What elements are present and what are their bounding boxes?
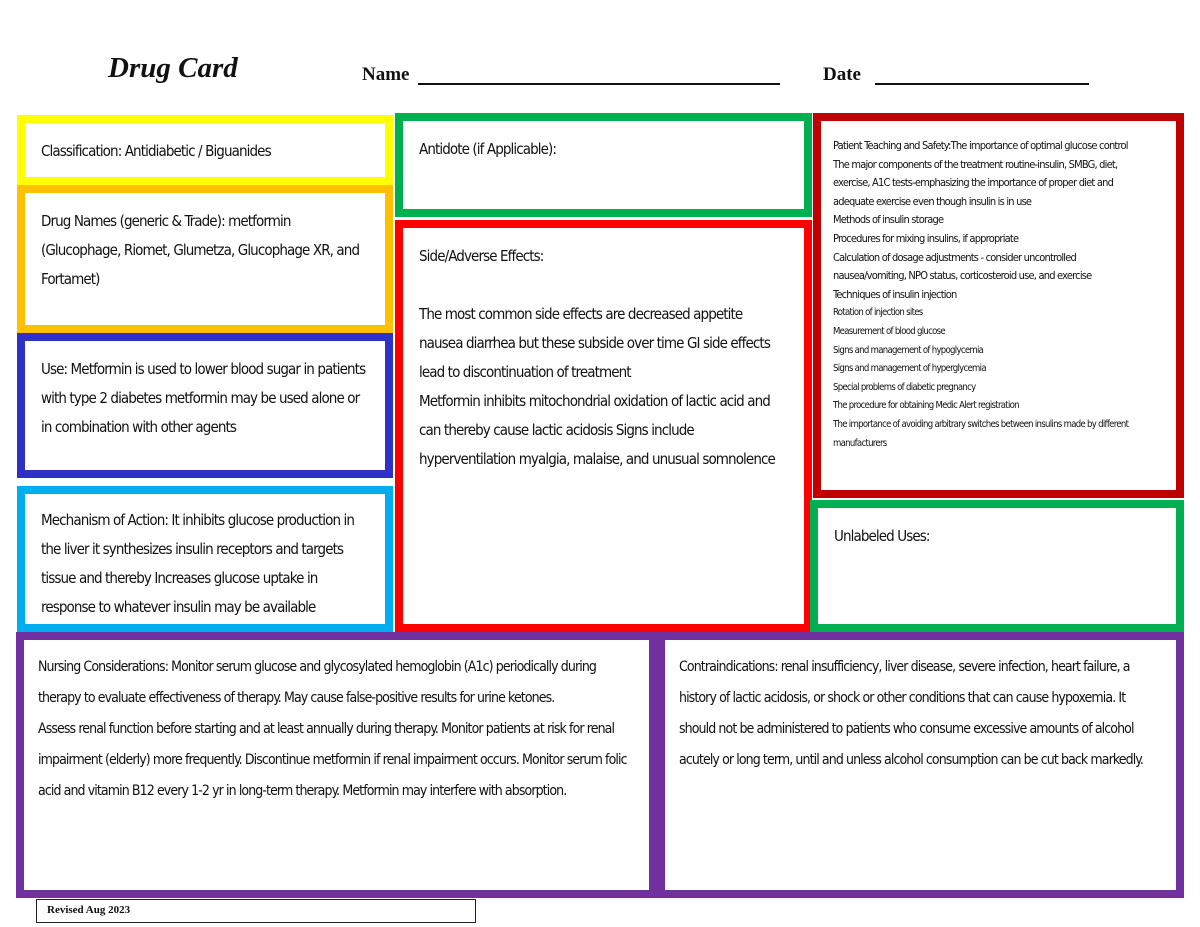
classification-text: Classification: Antidiabetic / Biguanides xyxy=(41,142,271,160)
mechanism-box xyxy=(17,486,393,632)
teaching-line: adequate exercise even though insulin is in use xyxy=(833,194,1032,208)
teaching-line: Measurement of blood glucose xyxy=(833,325,945,337)
antidote-box xyxy=(395,113,812,217)
classification-box xyxy=(17,115,393,185)
teaching-line: Signs and management of hyperglycemia xyxy=(833,363,986,375)
teaching-line: The importance of avoiding arbitrary switches between insulins made by different xyxy=(833,418,1129,430)
teaching-line: The major components of the treatment routine-insulin, SMBG, diet, xyxy=(833,157,1118,171)
teaching-line: The procedure for obtaining Medic Alert registration xyxy=(833,400,1019,412)
teaching-line: Special problems of diabetic pregnancy xyxy=(833,381,976,393)
mechanism-text: Mechanism of Action: It inhibits glucose production in the liver it synthesizes insulin receptors and targets tissue and thereby Increases glucose uptake in response to whatever insulin may be available xyxy=(41,511,354,616)
teaching-line: Procedures for mixing insulins, if appropriate xyxy=(833,231,1019,245)
name-field-line[interactable] xyxy=(418,83,780,85)
revised-date: Revised Aug 2023 xyxy=(36,899,476,923)
teaching-line: Techniques of insulin injection xyxy=(833,287,957,301)
name-label: Name xyxy=(362,64,410,85)
teaching-line: Calculation of dosage adjustments - consider uncontrolled xyxy=(833,250,1077,264)
contraindications-box xyxy=(657,632,1184,898)
page-title: Drug Card xyxy=(108,52,238,84)
teaching-line: Methods of insulin storage xyxy=(833,213,944,227)
drug-names-text: Drug Names (generic & Trade): metformin (Glucophage, Riomet, Glumetza, Glucophage XR, and Fortamet) xyxy=(41,212,360,288)
antidote-text: Antidote (if Applicable): xyxy=(419,140,557,158)
side-effects-text: Side/Adverse Effects: The most common side effects are decreased appetite nausea diarrhea but these subside over time GI side effects lead to discontinuation of treatment Metformin inhibits mitochondrial oxidation of lactic acid and can thereby cause lactic acidosis Signs include hyperventilation myalgia, malaise, and unusual somnolence xyxy=(419,247,775,468)
teaching-line: Rotation of injection sites xyxy=(833,307,923,319)
contraindications-text: Contraindications: renal insufficiency, liver disease, severe infection, heart failure, a history of lactic acidosis, or shock or other conditions that can cause hypoxemia. It should not be administered to patients who consume excessive amounts of alcohol acutely or long term, until and unless alcohol consumption can be cut back markedly. xyxy=(679,659,1143,768)
teaching-line: manufacturers xyxy=(833,437,887,449)
unlabeled-uses-text: Unlabeled Uses: xyxy=(834,527,930,545)
drug-names-box xyxy=(17,185,393,333)
use-box xyxy=(17,333,393,478)
date-field-line[interactable] xyxy=(875,83,1089,85)
nursing-considerations-box xyxy=(16,632,657,898)
nursing-considerations-text: Nursing Considerations: Monitor serum glucose and glycosylated hemoglobin (A1c) periodically during therapy to evaluate effectiveness of therapy. May cause false-positive results for urine ketones. Assess renal function before starting and at least annually during therapy. Monitor patients at risk for renal impairment (elderly) more frequently. Discontinue metformin if renal impairment occurs. Monitor serum folic acid and vitamin B12 every 1-2 yr in long-term therapy. Metformin may interfere with absorption. xyxy=(38,659,627,799)
teaching-line: Patient Teaching and Safety:The importance of optimal glucose control xyxy=(833,139,1128,152)
use-text: Use: Metformin is used to lower blood sugar in patients with type 2 diabetes metformin may be used alone or in combination with other agents xyxy=(41,360,366,436)
patient-teaching-text xyxy=(833,137,1162,453)
teaching-line: exercise, A1C tests-emphasizing the importance of proper diet and xyxy=(833,176,1114,190)
patient-teaching-box xyxy=(813,113,1184,498)
side-effects-box xyxy=(395,220,812,632)
unlabeled-uses-box xyxy=(810,500,1184,632)
date-label: Date xyxy=(823,64,861,85)
teaching-line: nausea/vomiting, NPO status, corticosteroid use, and exercise xyxy=(833,269,1092,283)
teaching-line: Signs and management of hypoglycemia xyxy=(833,344,984,356)
